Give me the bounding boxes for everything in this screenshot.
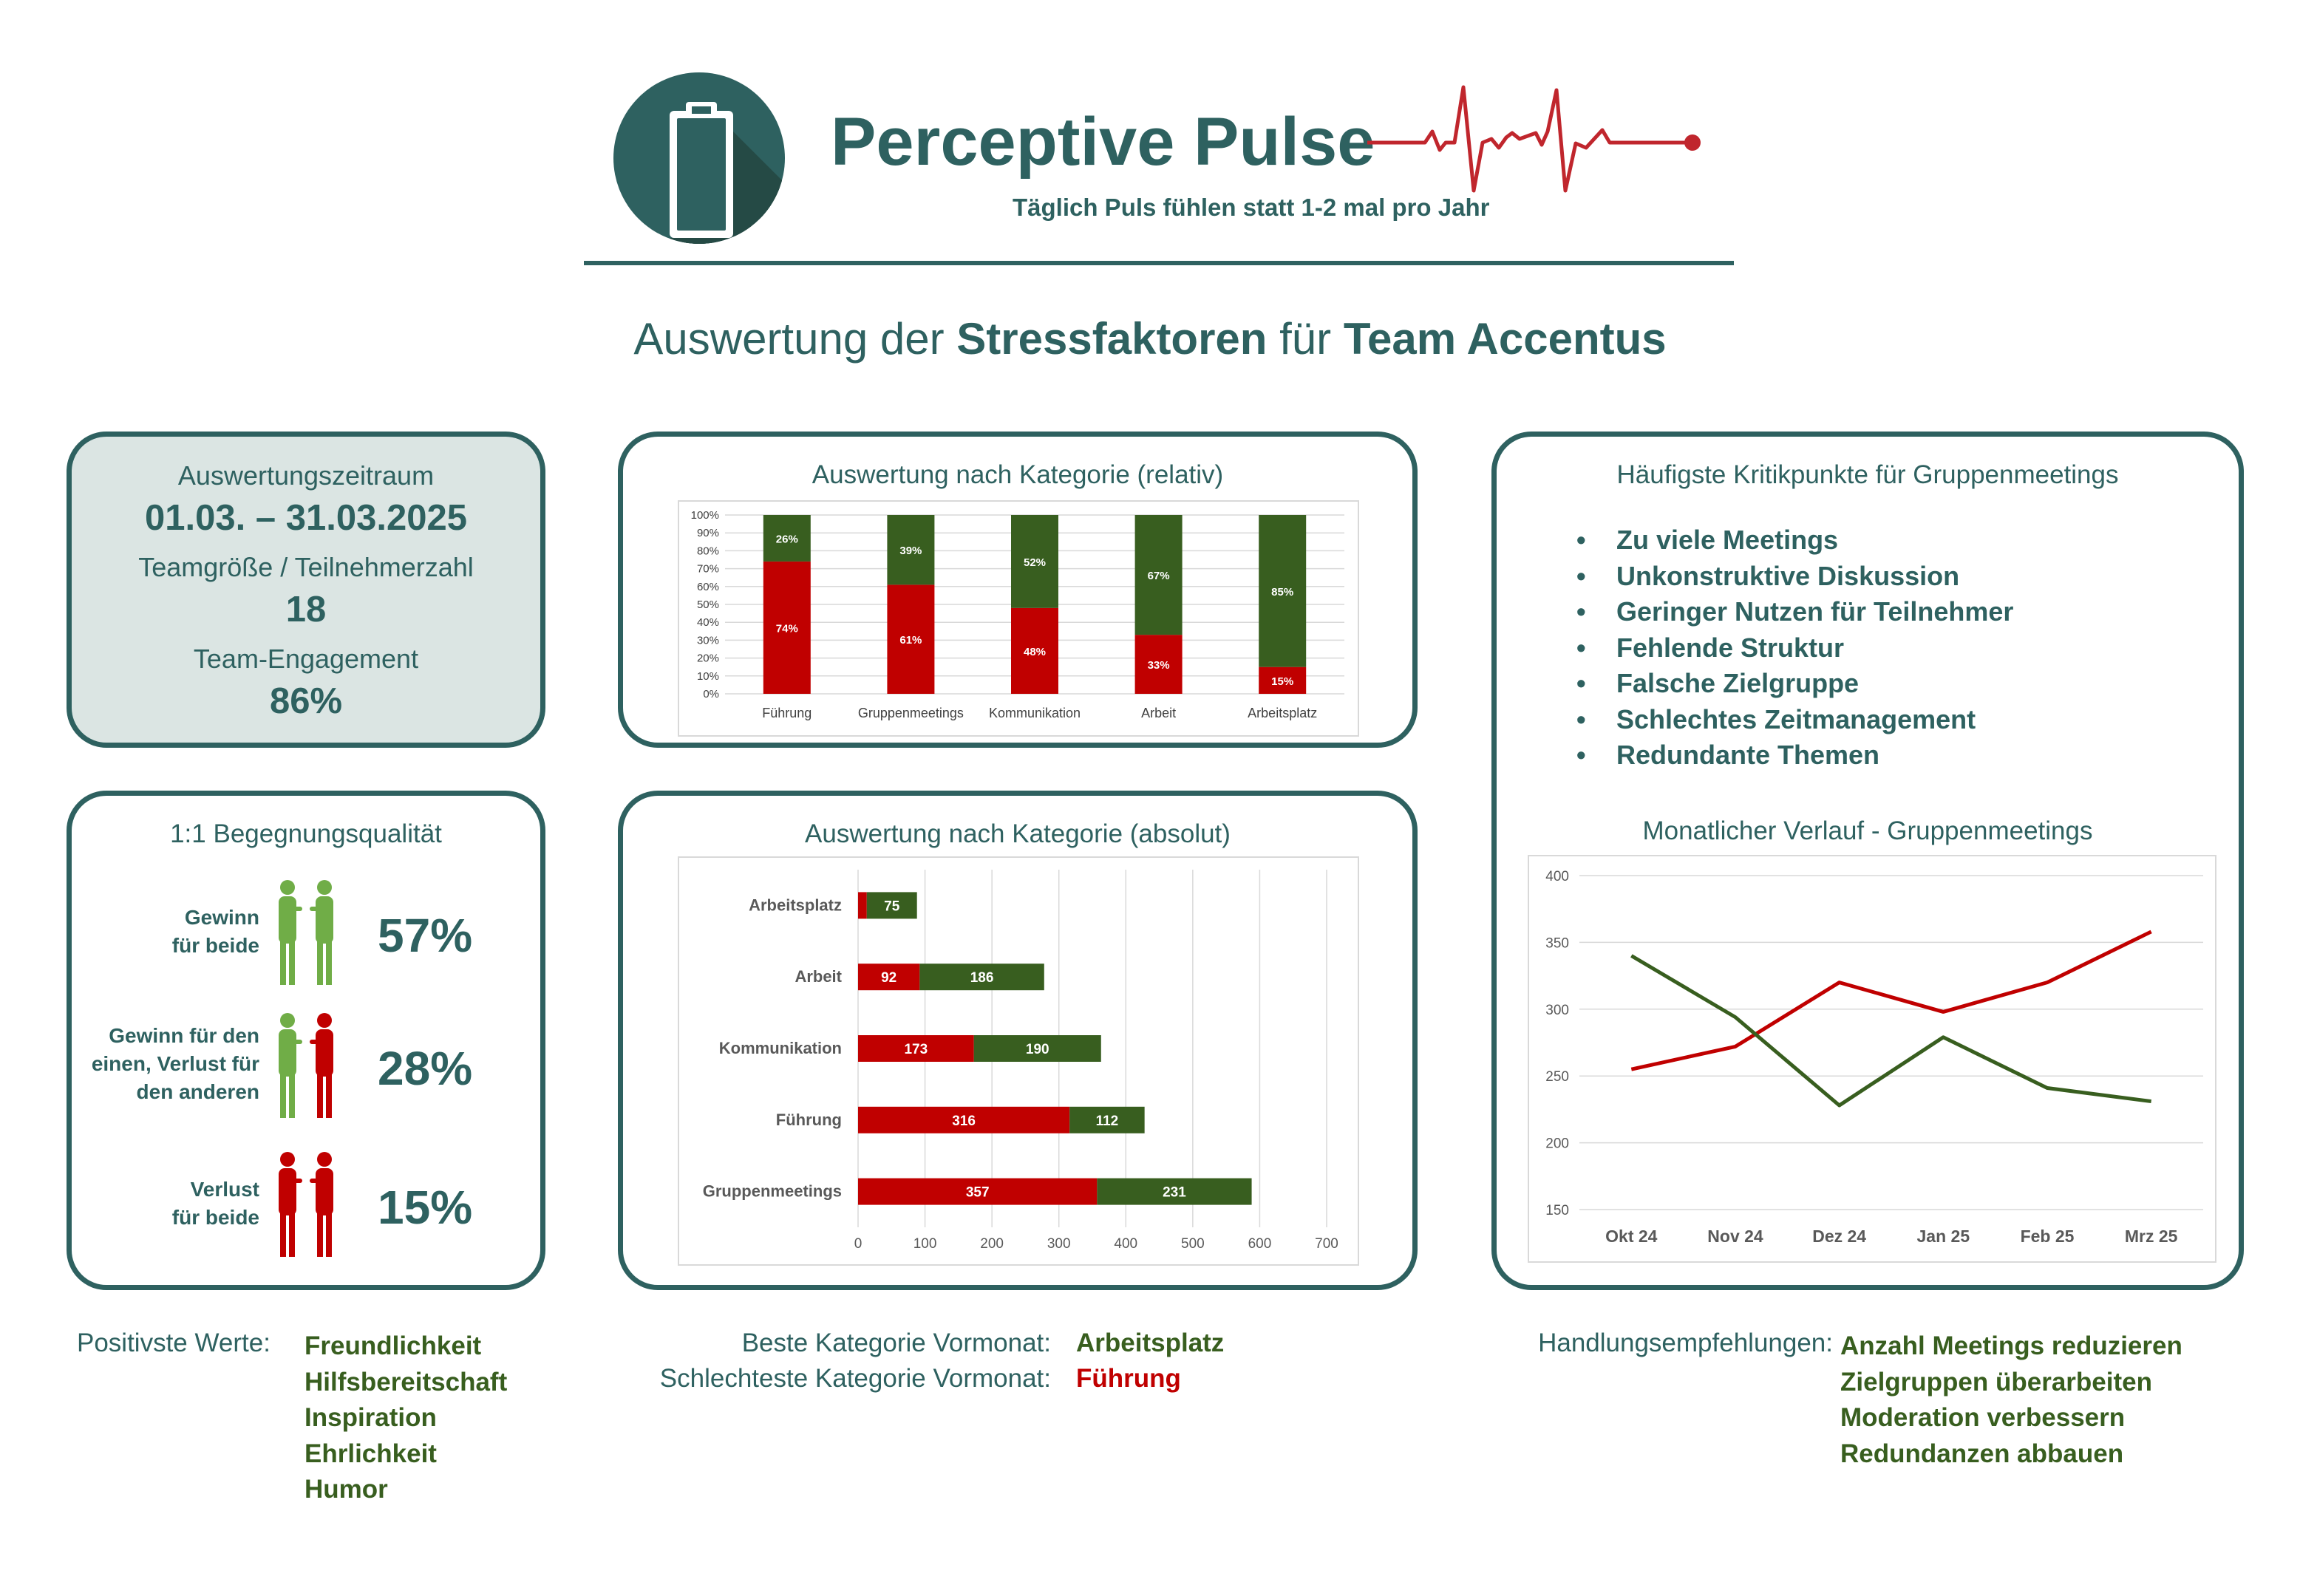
encounter-row-win-win <box>72 877 540 995</box>
encounter-row-win-lose <box>72 1010 540 1128</box>
encounter-value: 15% <box>378 1181 473 1234</box>
critique-item: • Zu viele Meetings <box>1576 522 2013 559</box>
y-tick-label: 200 <box>1545 1136 1569 1152</box>
best-category-value: Arbeitsplatz <box>1076 1329 1225 1357</box>
x-tick-label: Mrz 25 <box>2124 1227 2178 1246</box>
y-tick-label: 40% <box>696 616 719 630</box>
x-tick-label: 400 <box>1114 1236 1138 1252</box>
team-size-value: 18 <box>285 590 327 630</box>
x-tick-label: Nov 24 <box>1707 1227 1763 1246</box>
monthly-chart-title: Monatlicher Verlauf - Gruppenmeetings <box>1642 816 2093 845</box>
y-tick-label: 400 <box>1545 869 1569 884</box>
x-tick-label: Arbeitsplatz <box>1248 706 1318 720</box>
y-tick-label: 150 <box>1545 1203 1569 1218</box>
data-label: 92 <box>881 970 897 986</box>
series-line <box>1631 955 2151 1105</box>
clipboard-icon <box>613 72 785 244</box>
data-label: 316 <box>952 1113 976 1129</box>
y-category-label: Arbeitsplatz <box>749 896 842 915</box>
headline-strong-2: Team Accentus <box>1343 314 1667 364</box>
data-label: 112 <box>1095 1113 1119 1129</box>
y-tick-label: 20% <box>696 652 719 665</box>
two-people-red-icon <box>270 1149 344 1260</box>
relative-chart-title: Auswertung nach Kategorie (relativ) <box>812 460 1224 489</box>
absolute-chart-title: Auswertung nach Kategorie (absolut) <box>805 819 1231 848</box>
absolute-chart <box>679 858 1358 1264</box>
list-item: Ehrlichkeit <box>304 1439 437 1468</box>
data-label: 75 <box>884 898 900 915</box>
x-tick-label: 200 <box>980 1236 1004 1252</box>
y-tick-label: 350 <box>1545 935 1569 952</box>
list-item: Hilfsbereitschaft <box>304 1367 508 1396</box>
y-category-label: Gruppenmeetings <box>702 1181 842 1201</box>
x-tick-label: 600 <box>1248 1236 1272 1252</box>
data-label: 186 <box>970 970 994 986</box>
encounter-value: 57% <box>378 909 473 962</box>
x-tick-label: Kommunikation <box>988 706 1081 720</box>
data-label: 231 <box>1163 1184 1186 1201</box>
data-label: 26% <box>775 533 798 546</box>
y-tick-label: 300 <box>1545 1002 1569 1018</box>
critique-panel <box>1491 432 2244 1290</box>
engagement-label: Team-Engagement <box>193 644 419 674</box>
y-tick-label: 60% <box>696 580 719 593</box>
brand-tagline: Täglich Puls fühlen statt 1-2 mal pro Jahr <box>1013 194 1490 221</box>
x-tick-label: Feb 25 <box>2020 1227 2075 1246</box>
page-headline <box>0 313 2300 364</box>
y-category-label: Kommunikation <box>718 1039 842 1057</box>
brand-name: Perceptive Pulse <box>831 104 1375 180</box>
critique-item: • Schlechtes Zeitmanagement <box>1576 702 2013 738</box>
positive-values-label: Positivste Werte: <box>77 1329 271 1357</box>
two-people-mixed-icon <box>270 1010 344 1121</box>
data-label: 74% <box>775 622 798 635</box>
y-tick-label: 90% <box>696 527 719 540</box>
y-tick-label: 30% <box>696 634 719 647</box>
actions-label: Handlungsempfehlungen: <box>1538 1329 1833 1357</box>
critique-item: • Fehlende Struktur <box>1576 630 2013 666</box>
data-label: 85% <box>1271 585 1294 598</box>
pulse-dot <box>1684 134 1701 151</box>
data-label: 52% <box>1023 556 1047 569</box>
worst-category-label: Schlechteste Kategorie Vormonat: <box>659 1364 1051 1393</box>
x-tick-label: Dez 24 <box>1812 1227 1867 1246</box>
critique-item: • Falsche Zielgruppe <box>1576 666 2013 702</box>
list-item: Zielgruppen überarbeiten <box>1840 1367 2152 1396</box>
encounter-value: 28% <box>378 1042 473 1095</box>
period-value: 01.03. – 31.03.2025 <box>145 498 467 538</box>
list-item: Inspiration <box>304 1403 437 1432</box>
x-tick-label: Okt 24 <box>1605 1227 1658 1246</box>
y-tick-label: 100% <box>690 509 719 522</box>
positive-values-list <box>304 1329 507 1508</box>
monthly-chart <box>1529 856 2215 1261</box>
headline-middle: für <box>1267 314 1344 364</box>
list-item: Anzahl Meetings reduzieren <box>1840 1331 2182 1360</box>
actions-list <box>1840 1329 2182 1472</box>
bar-segment <box>858 892 867 918</box>
list-item: Redundanzen abbauen <box>1840 1439 2124 1468</box>
y-category-label: Arbeit <box>795 967 842 986</box>
encounter-title: 1:1 Begegnungsqualität <box>170 819 442 848</box>
critique-list <box>1576 522 2013 774</box>
critique-item: • Geringer Nutzen für Teilnehmer <box>1576 594 2013 630</box>
absolute-chart-panel <box>618 791 1418 1290</box>
y-tick-label: 0% <box>703 688 719 700</box>
encounter-row-lose-lose <box>72 1149 540 1267</box>
summary-panel <box>67 432 545 748</box>
data-label: 67% <box>1147 570 1170 583</box>
y-category-label: Führung <box>775 1110 842 1129</box>
x-tick-label: 300 <box>1047 1236 1071 1252</box>
critique-item: • Redundante Themen <box>1576 737 2013 774</box>
two-people-green-icon <box>270 877 344 988</box>
team-size-label: Teamgröße / Teilnehmerzahl <box>138 552 474 582</box>
data-label: 173 <box>904 1042 928 1057</box>
data-label: 48% <box>1023 645 1047 658</box>
y-tick-label: 250 <box>1545 1069 1569 1085</box>
data-label: 39% <box>899 545 922 558</box>
encounter-label: Verlust für beide <box>171 1178 259 1229</box>
header-divider <box>584 261 1734 265</box>
x-tick-label: Arbeit <box>1141 706 1177 720</box>
relative-chart <box>679 502 1358 735</box>
critique-title: Häufigste Kritikpunkte für Gruppenmeetings <box>1616 460 2119 489</box>
data-label: 33% <box>1147 659 1170 672</box>
x-tick-label: Gruppenmeetings <box>857 706 964 720</box>
x-tick-label: 0 <box>854 1236 862 1252</box>
encounter-label: Gewinn für den einen, Verlust für den anderen <box>91 1024 259 1103</box>
engagement-value: 86% <box>269 681 343 721</box>
headline-prefix: Auswertung der <box>633 314 957 364</box>
pulse-line-icon <box>1367 80 1707 198</box>
x-tick-label: Jan 25 <box>1916 1227 1970 1246</box>
list-item: Humor <box>304 1475 388 1504</box>
encounter-label: Gewinn für beide <box>171 906 259 957</box>
data-label: 357 <box>965 1184 990 1201</box>
period-label: Auswertungszeitraum <box>177 460 435 491</box>
data-label: 61% <box>899 634 922 647</box>
relative-chart-panel <box>618 432 1418 748</box>
data-label: 15% <box>1271 675 1294 688</box>
x-tick-label: 500 <box>1181 1236 1205 1252</box>
list-item: Moderation verbessern <box>1840 1403 2126 1432</box>
encounter-panel <box>67 791 545 1290</box>
y-tick-label: 10% <box>696 669 719 683</box>
data-label: 190 <box>1025 1042 1049 1057</box>
list-item: Freundlichkeit <box>304 1331 482 1360</box>
best-category-label: Beste Kategorie Vormonat: <box>741 1329 1051 1357</box>
x-tick-label: 700 <box>1315 1236 1338 1252</box>
x-tick-label: 100 <box>913 1236 937 1252</box>
x-tick-label: Führung <box>762 706 812 720</box>
y-tick-label: 50% <box>696 598 719 611</box>
y-tick-label: 70% <box>696 562 719 576</box>
headline-strong-1: Stressfaktoren <box>956 314 1268 364</box>
y-tick-label: 80% <box>696 545 719 558</box>
logo <box>613 72 785 244</box>
worst-category-value: Führung <box>1076 1364 1181 1393</box>
critique-item: • Unkonstruktive Diskussion <box>1576 559 2013 595</box>
